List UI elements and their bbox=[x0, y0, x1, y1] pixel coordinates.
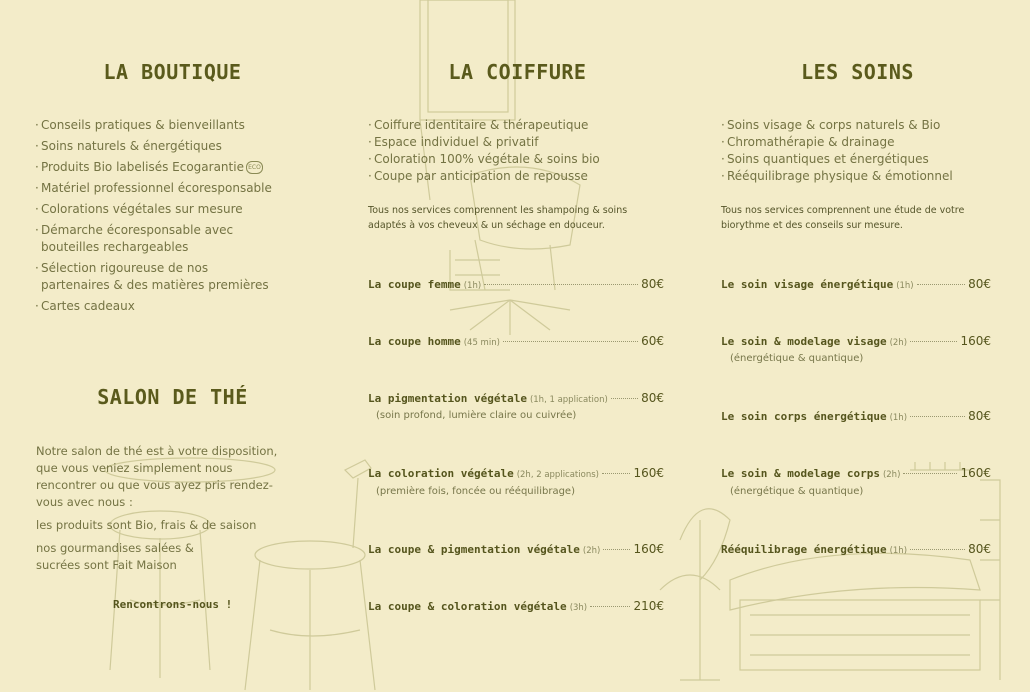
list-item: · Colorations végétales sur mesure bbox=[35, 201, 280, 218]
service-detail: (énergétique & quantique) bbox=[730, 353, 864, 364]
soins-note: Tous nos services comprennent une étude de votre biorythme et des conseils sur mesure. bbox=[721, 205, 965, 231]
leader-dots bbox=[484, 284, 638, 285]
leader-dots bbox=[903, 473, 957, 474]
salon-cta: Rencontrons-nous ! bbox=[113, 598, 233, 611]
salon-item: les produits sont Bio, frais & de saison bbox=[36, 518, 257, 532]
service-duration: (1h) bbox=[896, 281, 914, 291]
service-detail: (première fois, foncée ou rééquilibrage) bbox=[376, 486, 575, 497]
soins-list bbox=[721, 117, 1001, 185]
list-item: · Sélection rigoureuse de nos partenaires & des matières premières bbox=[35, 260, 280, 294]
service-row bbox=[368, 466, 664, 480]
service-name: Rééquilibrage énergétique bbox=[721, 543, 887, 556]
service-name: Le soin corps énergétique bbox=[721, 410, 887, 423]
list-item: · Chromathérapie & drainage bbox=[721, 134, 1001, 151]
service-row bbox=[721, 334, 991, 348]
list-item: · Soins quantiques et énergétiques bbox=[721, 151, 1001, 168]
service-row bbox=[721, 277, 991, 291]
service-row bbox=[721, 466, 991, 480]
leader-dots bbox=[910, 341, 957, 342]
service-duration: (1h, 1 application) bbox=[529, 395, 608, 405]
service-price: 80€ bbox=[641, 391, 664, 405]
service-row bbox=[368, 599, 664, 613]
service-name: La pigmentation végétale bbox=[368, 392, 527, 405]
service-price: 210€ bbox=[633, 599, 664, 613]
service-detail: (énergétique & quantique) bbox=[730, 486, 864, 497]
service-price: 80€ bbox=[641, 277, 664, 291]
service-row bbox=[721, 542, 991, 556]
boutique-title: LA BOUTIQUE bbox=[103, 60, 242, 84]
service-name: La coupe femme bbox=[368, 278, 461, 291]
salon-item: nos gourmandises salées & sucrées sont Fait Maison bbox=[36, 541, 194, 572]
leader-dots bbox=[503, 341, 638, 342]
leader-dots bbox=[590, 606, 630, 607]
service-duration: (2h, 2 applications) bbox=[516, 470, 599, 480]
coiffure-title: LA COIFFURE bbox=[448, 60, 587, 84]
service-price: 160€ bbox=[633, 542, 664, 556]
boutique-list bbox=[35, 117, 280, 315]
service-price: 80€ bbox=[968, 542, 991, 556]
service-price: 80€ bbox=[968, 409, 991, 423]
salon-title: SALON DE THÉ bbox=[97, 385, 248, 409]
service-price: 80€ bbox=[968, 277, 991, 291]
list-item: · Soins naturels & énergétiques bbox=[35, 138, 280, 155]
service-duration: (1h) bbox=[889, 413, 908, 423]
list-item: · Espace individuel & privatif bbox=[368, 134, 648, 151]
list-item: · Coupe par anticipation de repousse bbox=[368, 168, 648, 185]
leader-dots bbox=[611, 398, 638, 399]
service-row bbox=[368, 391, 664, 405]
list-item: · Coiffure identitaire & thérapeutique bbox=[368, 117, 648, 134]
service-row bbox=[368, 334, 664, 348]
leader-dots bbox=[910, 416, 965, 417]
leader-dots bbox=[910, 549, 965, 550]
service-name: Le soin & modelage corps bbox=[721, 467, 880, 480]
service-duration: (1h) bbox=[463, 281, 482, 291]
leader-dots bbox=[602, 473, 630, 474]
service-name: La coupe homme bbox=[368, 335, 461, 348]
coiffure-note: Tous nos services comprennent les shampoing & soins adaptés à vos cheveux & un séchage en douceur. bbox=[368, 205, 628, 231]
service-row bbox=[368, 542, 664, 556]
leader-dots bbox=[603, 549, 630, 550]
service-duration: (45 min) bbox=[463, 338, 500, 348]
list-item: · Soins visage & corps naturels & Bio bbox=[721, 117, 1001, 134]
salon-intro: Notre salon de thé est à votre disposition, que vous veniez simplement nous rencontrer ou que vous ayez pris rendez-vous avec nous : bbox=[36, 444, 278, 509]
service-price: 160€ bbox=[960, 334, 991, 348]
list-item: · Conseils pratiques & bienveillants bbox=[35, 117, 280, 134]
service-price: 160€ bbox=[960, 466, 991, 480]
service-duration: (3h) bbox=[569, 603, 588, 613]
service-duration: (2h) bbox=[582, 546, 601, 556]
list-item: · Cartes cadeaux bbox=[35, 298, 280, 315]
leader-dots bbox=[917, 284, 965, 285]
service-duration: (2h) bbox=[882, 470, 901, 480]
list-item: · Matériel professionnel écoresponsable bbox=[35, 180, 280, 197]
list-item: · Coloration 100% végétale & soins bio bbox=[368, 151, 648, 168]
service-name: Le soin & modelage visage bbox=[721, 335, 887, 348]
service-duration: (2h) bbox=[889, 338, 908, 348]
ecogarantie-badge-icon: ECO bbox=[246, 161, 263, 174]
service-row bbox=[721, 409, 991, 423]
list-item: · Produits Bio labelisés Ecogarantie ECO bbox=[35, 159, 280, 176]
service-name: La coloration végétale bbox=[368, 467, 514, 480]
service-duration: (1h) bbox=[889, 546, 908, 556]
list-item: · Rééquilibrage physique & émotionnel bbox=[721, 168, 1001, 185]
salon-description bbox=[36, 443, 286, 574]
list-item: · Démarche écoresponsable avec bouteilles rechargeables bbox=[35, 222, 280, 256]
service-name: La coupe & pigmentation végétale bbox=[368, 543, 580, 556]
service-price: 60€ bbox=[641, 334, 664, 348]
service-price: 160€ bbox=[633, 466, 664, 480]
service-row bbox=[368, 277, 664, 291]
service-name: La coupe & coloration végétale bbox=[368, 600, 567, 613]
coiffure-list bbox=[368, 117, 648, 185]
soins-title: LES SOINS bbox=[801, 60, 914, 84]
service-name: Le soin visage énergétique bbox=[721, 278, 894, 291]
service-detail: (soin profond, lumière claire ou cuivrée) bbox=[376, 410, 577, 421]
